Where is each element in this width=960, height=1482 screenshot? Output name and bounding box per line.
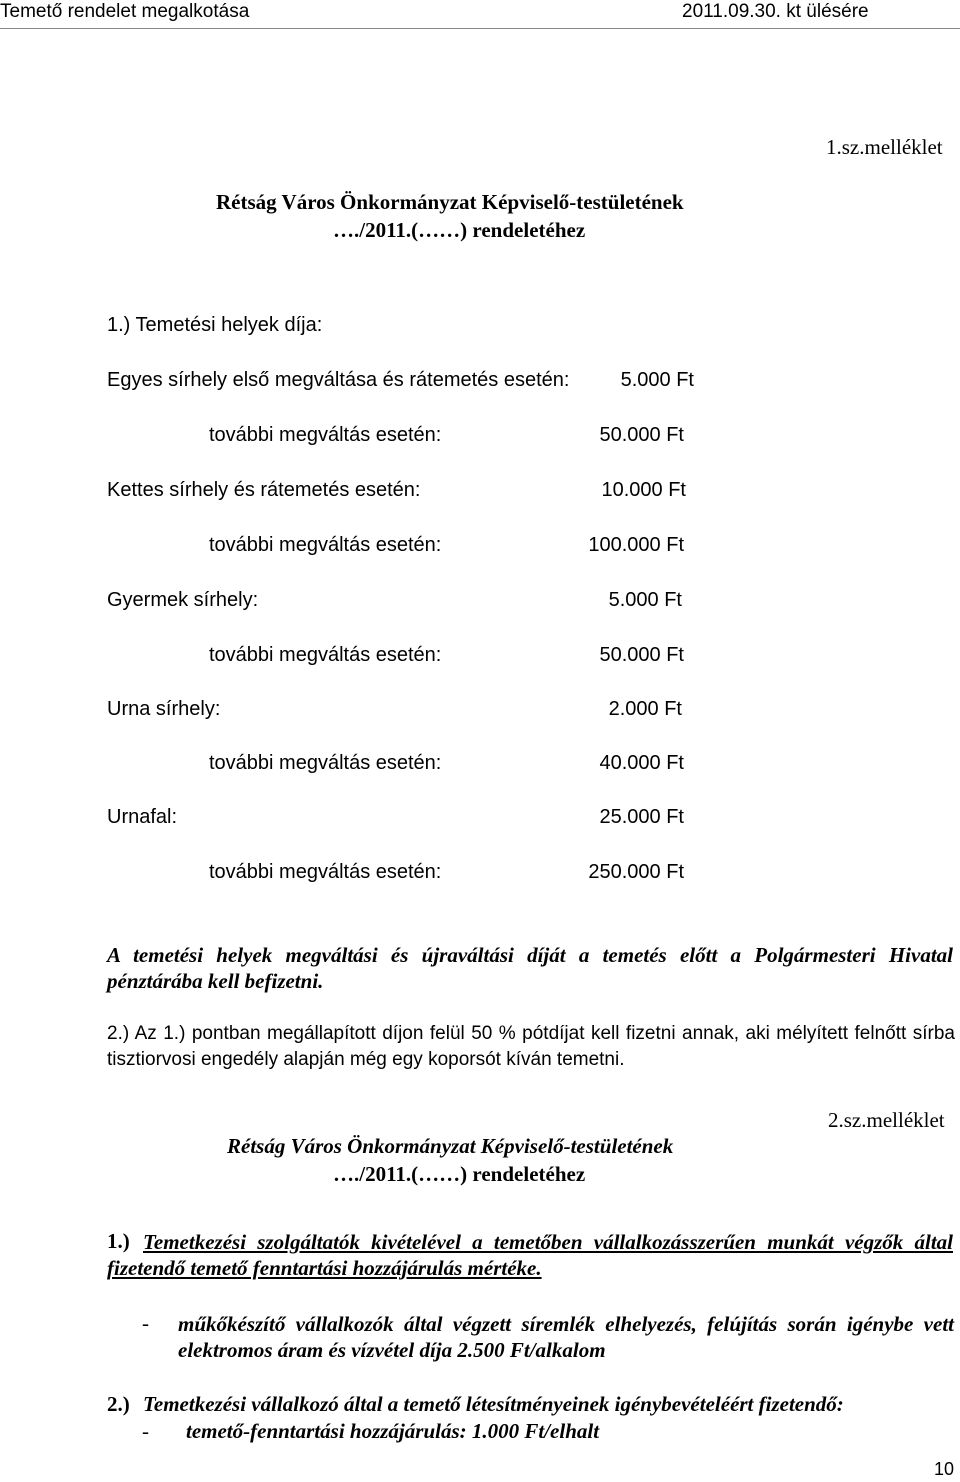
fee-label: Gyermek sírhely: — [107, 589, 259, 611]
fee-amount: 40.000 Ft — [599, 752, 684, 774]
annex1-title-line2: …./2011.(……) rendeletéhez — [333, 218, 586, 242]
fee-label: további megváltás esetén: — [209, 861, 442, 883]
annex2-item2-number: 2.) — [107, 1392, 130, 1416]
annex2-bullet1-text: műkőkészítő vállalkozók által végzett síremlék elhelyezés, felújítás során igénybe vett elektromos áram és vízvétel díja 2.500 Ft/alkalom — [178, 1312, 954, 1362]
fee-label: Urna sírhely: — [107, 698, 221, 720]
fee-amount: 250.000 Ft — [588, 861, 684, 883]
section1-heading: 1.) Temetési helyek díja: — [107, 314, 323, 336]
fee-label: Egyes sírhely első megváltása és rátemetés esetén: — [107, 369, 570, 391]
annex2-bullet2-dash: - — [142, 1419, 149, 1443]
annex1-label: 1.sz.melléklet — [826, 135, 943, 159]
fee-amount: 5.000 Ft — [620, 369, 694, 391]
page-number: 10 — [934, 1459, 955, 1479]
fee-amount: 50.000 Ft — [599, 644, 684, 666]
annex2-bullet2-text: temető-fenntartási hozzájárulás: 1.000 Ft/elhalt — [186, 1419, 600, 1443]
annex2-title-line1: Rétság Város Önkormányzat Képviselő-testületének — [227, 1134, 674, 1158]
fee-amount: 50.000 Ft — [599, 424, 684, 446]
header-title: Temető rendelet megalkotása — [0, 1, 250, 22]
page-header — [0, 0, 960, 29]
annex2-title-line2: …./2011.(……) rendeletéhez — [333, 1162, 586, 1186]
annex2-item1-number: 1.) — [107, 1229, 130, 1253]
annex2-label: 2.sz.melléklet — [828, 1108, 945, 1132]
section2-text: 2.) Az 1.) pontban megállapított díjon felül 50 % pótdíjat kell fizetni annak, aki mélyített felnőtt sírba tisztiorvosi engedély alapján még egy koporsót kíván temetni. — [107, 1023, 955, 1070]
annex2-bullet1-dash: - — [142, 1311, 149, 1335]
header-meeting-date: 2011.09.30. kt ülésére — [682, 1, 869, 22]
fee-label: további megváltás esetén: — [209, 752, 442, 774]
fee-label: Urnafal: — [107, 806, 178, 828]
fee-amount: 10.000 Ft — [601, 479, 686, 501]
fee-label: további megváltás esetén: — [209, 644, 442, 666]
fee-amount: 2.000 Ft — [608, 698, 682, 720]
fee-label: Kettes sírhely és rátemetés esetén: — [107, 479, 421, 501]
annex2-item1-text: Temetkezési szolgáltatók kivételével a temetőben vállalkozásszerűen munkát végzők által fizetendő temető fenntartási hozzájárulás mértéke. — [107, 1230, 953, 1280]
fee-label: további megváltás esetén: — [209, 534, 442, 556]
fee-label: további megváltás esetén: — [209, 424, 442, 446]
annex2-item2-text: Temetkezési vállalkozó által a temető létesítményeinek igénybevételéért fizetendő: — [143, 1392, 844, 1416]
fee-amount: 100.000 Ft — [588, 534, 684, 556]
fee-amount: 25.000 Ft — [599, 806, 684, 828]
annex1-title-line1: Rétság Város Önkormányzat Képviselő-testületének — [216, 190, 684, 214]
fee-amount: 5.000 Ft — [608, 589, 682, 611]
payment-note: A temetési helyek megváltási és újraváltási díját a temetés előtt a Polgármesteri Hivatal pénztárába kell befizetni. — [107, 943, 953, 993]
